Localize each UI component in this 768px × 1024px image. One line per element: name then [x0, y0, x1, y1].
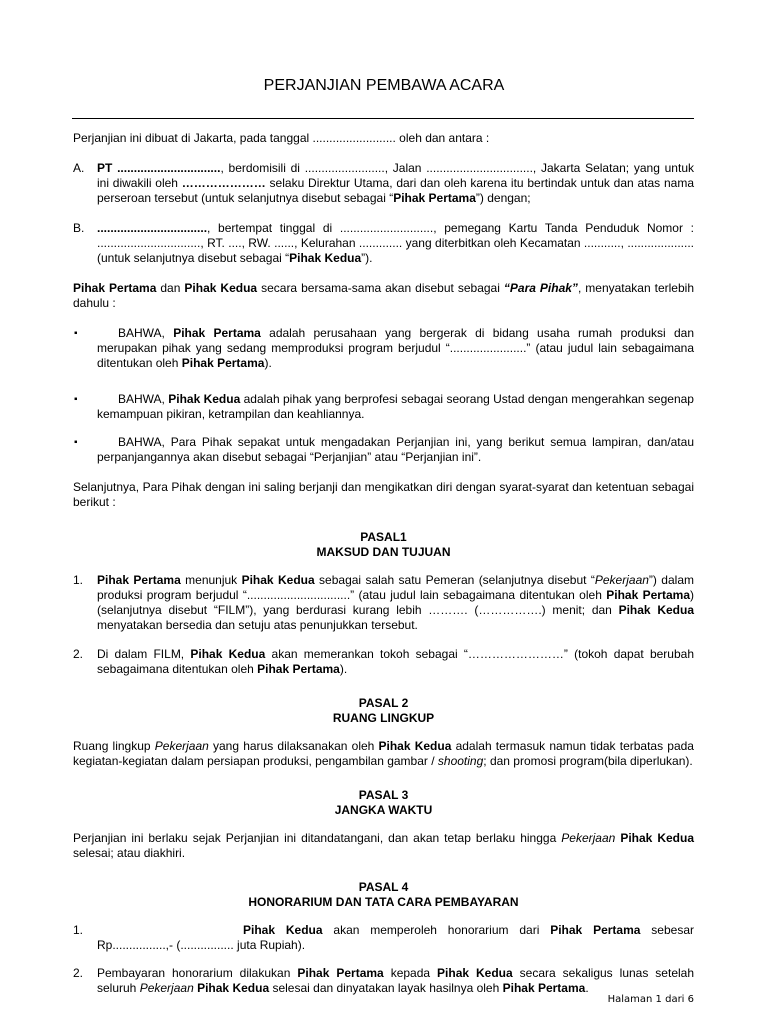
- party-a-paragraph: A. PT ..............................., berdomisili di ........................, Jalan ................................, Jakarta Selatan; yang untuk ini diwakili oleh ………………… selaku Direktur Utama, dari dan oleh karena itu bertindak untuk dan atas nama perseroan tersebut (untuk selanjutnya disebut sebagai “Pihak Pertama”) dengan;: [73, 161, 694, 205]
- bullet-marker: ▪: [74, 328, 78, 339]
- pasal2-paragraph: Ruang lingkup Pekerjaan yang harus dilaksanakan oleh Pihak Kedua adalah termasuk namun tidak terbatas pada kegiatan-kegiatan dalam persiapan produksi, pengambilan gambar / shooting; dan promosi program(bila diperlukan).: [73, 739, 694, 768]
- party-b-paragraph: B. ................................., bertempat tinggal di ............................, pemegang Kartu Tanda Penduduk Nomor : ..............................., RT. ...., RW. ......, Kelurahan ............. yang diterbitkan oleh Kecamatan ..........., .................... (untuk selanjutnya disebut sebagai “Pihak Kedua”).: [73, 221, 694, 265]
- pasal-heading: HONORARIUM DAN TATA CARA PEMBAYARAN: [248, 895, 519, 909]
- pasal-heading: JANGKA WAKTU: [334, 803, 433, 817]
- intro-paragraph: Perjanjian ini dibuat di Jakarta, pada tanggal ......................... oleh dan antara :: [73, 131, 490, 145]
- bullet-item: ▪ BAHWA, Pihak Pertama adalah perusahaan yang bergerak di bidang usaha rumah produksi dan merupakan pihak yang sedang memproduksi program berjudul “.......................” (atau judul lain sebagaimana ditentukan oleh Pihak Pertama).: [74, 326, 694, 370]
- document-body: [73, 130, 694, 996]
- title-divider: [72, 118, 694, 119]
- pasal-heading: MAKSUD DAN TUJUAN: [316, 545, 451, 559]
- list-marker: 1.: [73, 573, 84, 587]
- list-marker: B.: [73, 221, 85, 235]
- pasal1-item-2: 2. Di dalam FILM, Pihak Kedua akan memerankan tokoh sebagai “……………………” (tokoh dapat berubah sebagaimana ditentukan oleh Pihak Pertama).: [73, 647, 694, 676]
- bullet-marker: ▪: [74, 437, 78, 448]
- list-marker: 2.: [73, 647, 84, 661]
- document-title: PERJANJIAN PEMBAWA ACARA: [263, 77, 505, 94]
- pasal-number: PASAL 3: [358, 788, 409, 802]
- page-number: Halaman 1 dari 6: [607, 994, 694, 1005]
- bullet-item: ▪ BAHWA, Para Pihak sepakat untuk mengadakan Perjanjian ini, yang berikut semua lampiran, dan/atau perpanjangannya akan disebut sebagai “Perjanjian” atau “Perjanjian ini”.: [74, 435, 694, 464]
- pasal4-item-1: 1. Pihak Kedua akan memperoleh honorarium dari Pihak Pertama sebesar Rp................,- (................ juta Rupiah).: [73, 923, 694, 952]
- list-marker: 2.: [73, 966, 84, 980]
- list-marker: 1.: [73, 923, 84, 937]
- bullet-marker: ▪: [74, 394, 78, 405]
- pasal-number: PASAL 2: [358, 696, 409, 710]
- pasal4-item-2: 2. Pembayaran honorarium dilakukan Pihak Pertama kepada Pihak Kedua secara sekaligus lunas setelah seluruh Pekerjaan Pihak Kedua selesai dan dinyatakan layak hasilnya oleh Pihak Pertama.: [73, 966, 695, 995]
- pasal-number: PASAL 4: [358, 880, 409, 894]
- list-marker: A.: [73, 161, 85, 175]
- para-pihak-paragraph: Pihak Pertama dan Pihak Kedua secara bersama-sama akan disebut sebagai “Para Pihak”, menyatakan terlebih dahulu :: [73, 281, 694, 310]
- pasal-heading: RUANG LINGKUP: [332, 711, 435, 725]
- pasal1-item-1: 1. Pihak Pertama menunjuk Pihak Kedua sebagai salah satu Pemeran (selanjutnya disebut “Pekerjaan”) dalam produksi program berjudul “...............................” (atau judul lain sebagaimana ditentukan oleh Pihak Pertama) (selanjutnya disebut “FILM”), yang berdurasi kurang lebih ………. (…………….) menit; dan Pihak Kedua menyatakan bersedia dan setuju atas penunjukkan tersebut.: [73, 573, 694, 632]
- bullet-item: ▪ BAHWA, Pihak Kedua adalah pihak yang berprofesi sebagai seorang Ustad dengan mengerahkan segenap kemampuan pikiran, ketrampilan dan keahliannya.: [74, 392, 694, 421]
- pasal-number: PASAL1: [360, 530, 407, 544]
- selanjutnya-paragraph: Selanjutnya, Para Pihak dengan ini saling berjanji dan mengikatkan diri dengan syarat-syarat dan ketentuan sebagai berikut :: [73, 480, 694, 509]
- pasal3-paragraph: Perjanjian ini berlaku sejak Perjanjian ini ditandatangani, dan akan tetap berlaku hingga Pekerjaan Pihak Kedua selesai; atau diakhiri.: [73, 831, 694, 860]
